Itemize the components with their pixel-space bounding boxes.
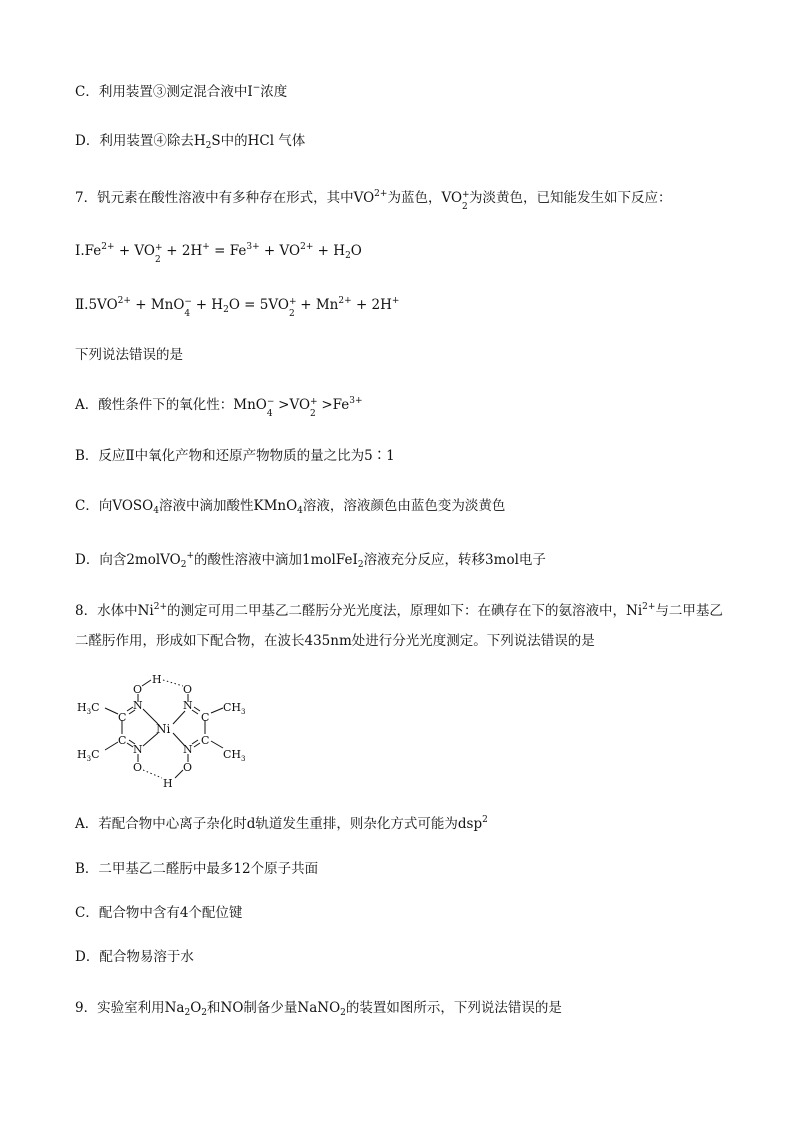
text: O [350,243,362,259]
text: 9．实验室利用 [75,1000,165,1016]
q8-option-d [75,948,194,966]
text: NaNO [297,1000,341,1016]
text: + [462,190,470,200]
text: + [202,242,210,252]
q7-option-c [75,497,505,515]
hydrogen-label: H [152,673,162,686]
text: 的测定可用二甲基乙二醛肟分光光度法，原理如下：在碘存在下的氨溶液中，Ni [167,603,643,619]
text: D．利用装置④除去 [75,133,194,149]
text: D．配合物易溶于水 [75,949,194,965]
text: 溶液，溶液颜色由蓝色变为淡黄色 [302,498,506,514]
text: + [186,551,195,561]
oxygen-label: O [133,683,143,696]
carbon-label: C [201,711,210,724]
nitrogen-label: N [133,743,143,756]
text: B．反应Ⅱ中氧化产物和还原产物物质的量之比为5∶1 [75,448,395,464]
text: 2 [482,815,488,825]
text: − [184,297,192,307]
text: 2 [180,560,187,570]
carbon-label: C [118,734,127,747]
methyl-label: $CH_3$ [223,701,246,716]
text: B．二甲基乙二醛肟中最多12个原子共面 [75,861,319,877]
text: 2+ [642,602,656,612]
text: − [266,397,275,407]
sub-sup [266,397,275,419]
text: + H [313,243,346,259]
methyl-label: $H_3C$ [77,701,100,716]
text: 4 [153,506,159,516]
text: H [193,133,206,149]
q8-stem [75,596,725,656]
text: + VO [114,243,156,259]
text: S中的HCl 气体 [211,133,306,149]
text: 3+ [246,242,260,252]
text: 2+ [374,189,388,199]
q7-option-b [75,447,395,465]
text: 与二甲基乙二醛肟作用，形成如下配合物，在波长435nm处进行分光光度测定。下列说法错误的是 [75,603,723,649]
text: + [288,297,297,307]
text: + [155,243,163,253]
text: − [252,83,261,93]
text: + [391,296,400,306]
text: 为蓝色， [387,190,442,206]
text: 的装置如图所示，下列说法错误的是 [345,1000,562,1016]
carbon-label: C [201,734,210,747]
q7-question: 下列说法错误的是 [75,347,183,363]
text: Fe [84,243,102,259]
text: Ⅱ. [75,297,89,313]
text: D．向含2molVO [75,552,181,568]
text: 为淡黄色，已知能发生如下反应： [469,190,672,206]
text: 2 [201,1008,208,1018]
text: Na [164,1000,185,1016]
text: 2 [223,305,229,315]
text: 2+ [153,602,168,612]
oxygen-label: O [133,761,143,774]
oxygen-label: O [183,761,193,774]
q7-stem [75,189,672,212]
text: + 2H [162,243,203,259]
text: 2 [345,251,351,261]
text: >VO [273,397,311,413]
q6-option-d [75,132,305,150]
text: 2 [205,141,212,151]
q8-option-c [75,904,242,922]
text: Ⅰ. [75,243,85,259]
text: 2 [155,255,161,265]
q7-reaction-2 [75,296,400,319]
nitrogen-label: N [183,699,193,712]
q7-option-d [75,551,546,569]
text: + VO [259,243,301,259]
text: 2 [462,202,468,212]
text: 浓度 [260,84,288,100]
text: 2 [310,409,316,419]
sub-sup [462,190,470,212]
q9-stem [75,999,562,1017]
text: A．若配合物中心离子杂化时d轨道发生重排，则杂化方式可能为dsp [75,816,483,832]
text: + MnO [130,297,185,313]
text: 2+ [300,242,314,252]
text: 7．钒元素在酸性溶液中有多种存在形式，其中VO [75,190,375,206]
oxygen-label: O [183,683,193,696]
text: VOSO [112,498,154,514]
sub-sup [155,243,163,265]
text: + H [191,297,224,313]
nitrogen-label: N [183,743,193,756]
text: O [190,1000,202,1016]
text: 8．水体中Ni [75,603,154,619]
text: 5VO [88,297,118,313]
text: 3+ [349,396,363,406]
text: 4 [184,309,191,319]
text: + 2H [351,297,392,313]
text: VO [441,190,463,206]
q8-option-b [75,860,318,878]
text: MnO [233,397,267,413]
text: 溶液充分反应，转移3mol电子 [363,552,546,568]
carbon-label: C [118,711,127,724]
q7-option-a [75,396,363,419]
text: 4 [297,506,303,516]
text: = Fe [209,243,247,259]
sub-sup [288,297,297,319]
q7-reaction-1 [75,242,362,265]
text: 4 [266,409,273,419]
text: KMnO [253,498,298,514]
sub-sup [310,397,318,419]
sub-sup [184,297,192,319]
text: + [310,397,318,407]
text: 2+ [101,242,115,252]
q6-option-c [75,83,287,101]
text: 2+ [338,296,352,306]
text: 2 [288,309,295,319]
text: C．配合物中含有4个配位键 [75,905,243,921]
text: I [247,84,253,100]
text: + Mn [295,297,339,313]
text: O = 5VO [228,297,289,313]
text: C．利用装置③测定混合液中 [75,84,248,100]
text: 2+ [117,296,131,306]
text: 的酸性溶液中滴加1molFeI [194,552,358,568]
text: 和NO制备少量 [207,1000,298,1016]
text: 2 [340,1008,346,1018]
text: 2 [357,560,364,570]
q8-option-a [75,815,488,833]
text: C．向 [75,498,113,514]
text: 2 [184,1008,191,1018]
nitrogen-label: N [133,699,143,712]
nickel-label: Ni [156,722,171,736]
text: 溶液中滴加酸性 [158,498,254,514]
text: A．酸性条件下的氧化性： [75,397,234,413]
methyl-label: $H_3C$ [77,748,100,763]
text: >Fe [317,397,350,413]
nickel-dimethylglyoxime-structure [75,670,275,795]
methyl-label: $CH_3$ [223,748,246,763]
hydrogen-label: H [163,777,173,790]
